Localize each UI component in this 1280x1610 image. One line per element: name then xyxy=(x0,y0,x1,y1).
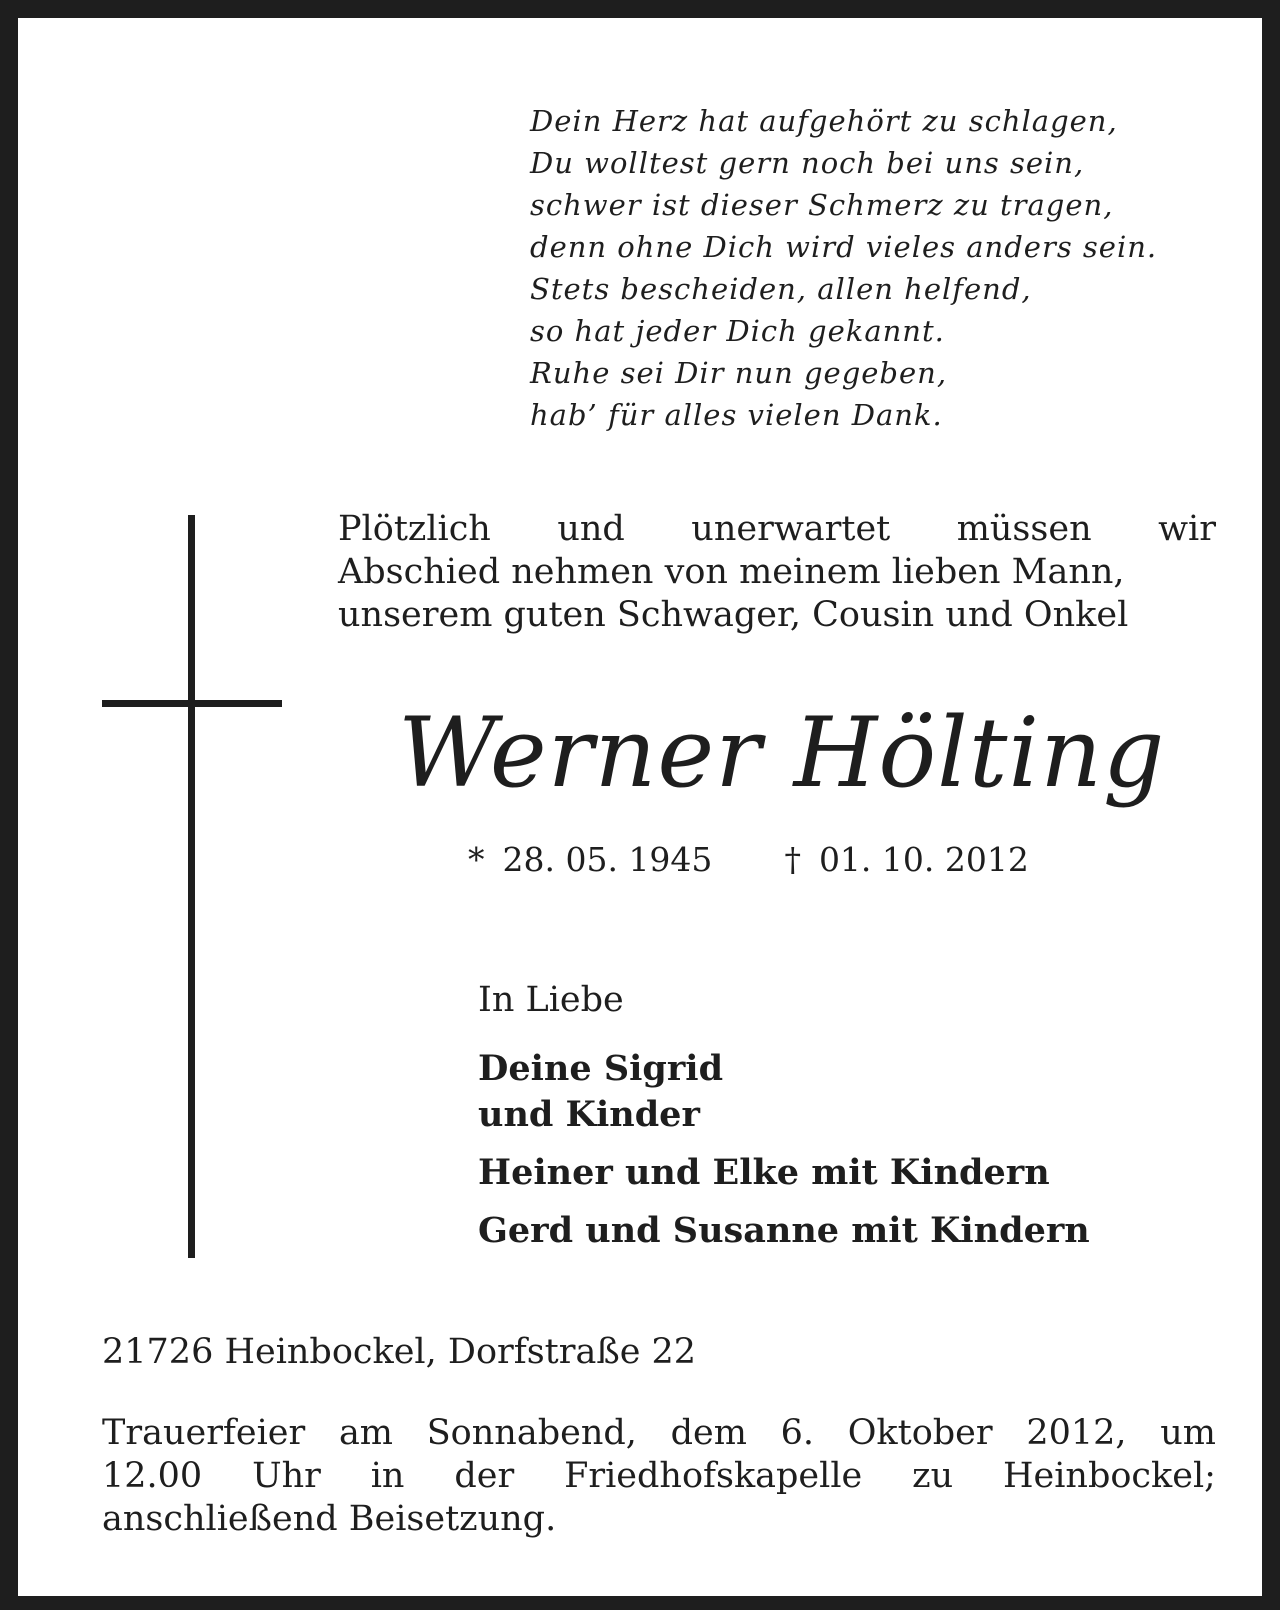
mourners-list xyxy=(478,1046,1090,1254)
dagger-icon: † xyxy=(784,840,801,879)
funeral-word: um xyxy=(1160,1413,1216,1453)
intro-word: unerwartet xyxy=(691,509,891,549)
funeral-word: am xyxy=(338,1413,393,1453)
poem-line: denn ohne Dich wird vieles anders sein. xyxy=(530,230,1158,264)
funeral-word: der xyxy=(454,1456,515,1496)
poem-line: Stets bescheiden, allen helfend, xyxy=(530,272,1032,306)
poem-line: hab’ für alles vielen Dank. xyxy=(530,398,943,432)
poem-line: Dein Herz hat aufgehört zu schlagen, xyxy=(530,104,1118,138)
intro-line-3: unserem guten Schwager, Cousin und Onkel xyxy=(338,595,1129,635)
address: 21726 Heinbockel, Dorfstraße 22 xyxy=(102,1332,697,1372)
closing-phrase: In Liebe xyxy=(478,980,624,1020)
life-dates xyxy=(468,838,1168,882)
funeral-word: 2012, xyxy=(1026,1413,1127,1453)
funeral-word: Friedhofskapelle xyxy=(564,1456,863,1496)
funeral-notice xyxy=(102,1412,1216,1541)
funeral-word: zu xyxy=(912,1456,954,1496)
poem-line: Du wolltest gern noch bei uns sein, xyxy=(530,146,1085,180)
mourner-line: und Kinder xyxy=(478,1094,700,1135)
funeral-line-3: anschließend Beisetzung. xyxy=(102,1499,557,1539)
poem xyxy=(530,100,1230,436)
funeral-word: dem xyxy=(670,1413,747,1453)
funeral-word: Sonnabend, xyxy=(426,1413,637,1453)
intro-word: und xyxy=(557,509,625,549)
poem-line: Ruhe sei Dir nun gegeben, xyxy=(530,356,948,390)
mourner-line: Heiner und Elke mit Kindern xyxy=(478,1152,1050,1193)
funeral-word: Heinbockel; xyxy=(1002,1456,1216,1496)
funeral-line-1 xyxy=(102,1412,1216,1455)
birth-symbol: * xyxy=(468,840,485,879)
birth-date: 28. 05. 1945 xyxy=(502,840,713,879)
mourner-line: Deine Sigrid xyxy=(478,1048,724,1089)
death-date: 01. 10. 2012 xyxy=(818,840,1029,879)
intro-text xyxy=(338,508,1216,637)
funeral-word: Trauerfeier xyxy=(102,1413,306,1453)
intro-word: wir xyxy=(1158,509,1216,549)
funeral-word: 6. xyxy=(780,1413,815,1453)
mourner-line: Gerd und Susanne mit Kindern xyxy=(478,1210,1090,1251)
funeral-word: in xyxy=(370,1456,405,1496)
deceased-name: Werner Hölting xyxy=(398,697,1166,809)
intro-line-1 xyxy=(338,508,1216,551)
cross-icon-horizontal-bar xyxy=(102,700,282,707)
intro-word: Plötzlich xyxy=(338,509,491,549)
intro-line-2: Abschied nehmen von meinem lieben Mann, xyxy=(338,552,1125,592)
intro-word: müssen xyxy=(956,509,1092,549)
funeral-line-2 xyxy=(102,1455,1216,1498)
funeral-word: Uhr xyxy=(252,1456,321,1496)
poem-line: so hat jeder Dich gekannt. xyxy=(530,314,945,348)
death-block xyxy=(784,838,1028,882)
cross-icon-vertical-bar xyxy=(188,515,195,1258)
funeral-word: Oktober xyxy=(847,1413,993,1453)
funeral-word: 12.00 xyxy=(102,1456,203,1496)
poem-line: schwer ist dieser Schmerz zu tragen, xyxy=(530,188,1114,222)
